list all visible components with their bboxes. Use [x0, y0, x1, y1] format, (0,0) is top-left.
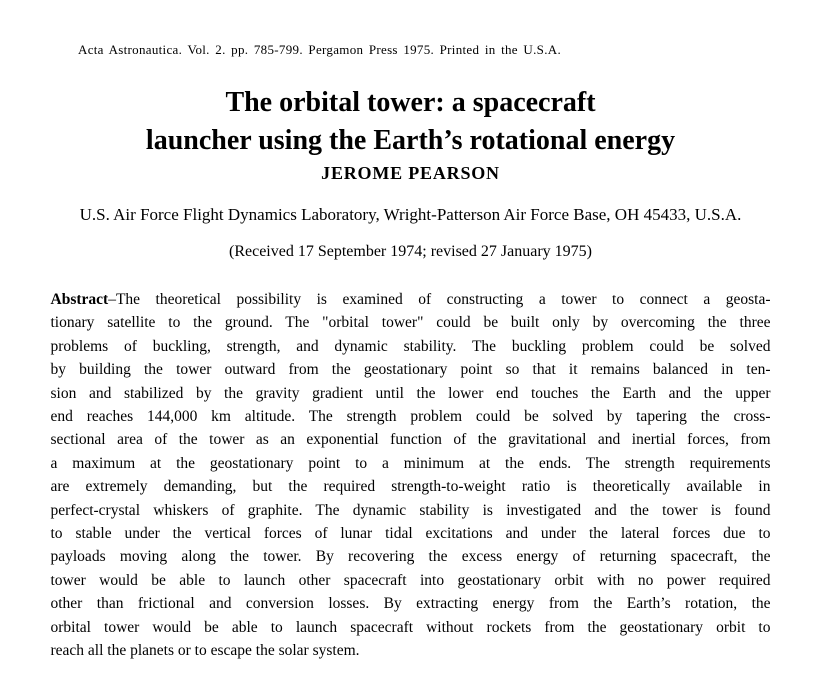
abstract-line: sion and stabilized by the gravity gradient until the lower end touches the Earth and the upper: [50, 384, 771, 402]
abstract-line: reach all the planets or to escape the solar system.: [50, 642, 360, 660]
abstract-line: perfect-crystal whiskers of graphite. The dynamic stability is investigated and the tower is found: [50, 501, 771, 519]
abstract-line: [51, 288, 771, 311]
author-name: JEROME PEARSON: [321, 163, 500, 183]
abstract-line: payloads moving along the tower. By recovering the excess energy of returning spacecraft, the: [50, 548, 771, 566]
abstract-line: end reaches 144,000 km altitude. The strength problem could be solved by tapering the cross-: [50, 408, 771, 426]
paper-title-line-1: The orbital tower: a spacecraft: [225, 87, 596, 118]
paper-title-line-2: launcher using the Earth’s rotational energy: [145, 125, 676, 156]
abstract: [51, 288, 771, 663]
paper-title: [0, 84, 821, 160]
abstract-line: orbital tower would be able to launch spacecraft without rockets from the geostationary orbit to: [50, 618, 771, 636]
abstract-line: are extremely demanding, but the required strength-to-weight ratio is theoretically available in: [50, 478, 771, 496]
author-affiliation: U.S. Air Force Flight Dynamics Laboratory, Wright-Patterson Air Force Base, OH 45433, U.S.A.: [79, 205, 742, 224]
abstract-line: by building the tower outward from the geostationary point so that it remains balanced in ten-: [50, 361, 771, 379]
abstract-line: tionary satellite to the ground. The "orbital tower" could be built only by overcoming the three: [50, 314, 771, 332]
received-dates: (Received 17 September 1974; revised 27 January 1975): [228, 243, 592, 260]
abstract-line: a maximum at the geostationary point to a minimum at the ends. The strength requirements: [50, 454, 771, 472]
abstract-line: tower would be able to launch other spacecraft into geostationary orbit with no power required: [50, 571, 771, 589]
abstract-line: sectional area of the tower as an exponential function of the gravitational and inertial forces, from: [50, 431, 771, 449]
abstract-label: Abstract: [50, 291, 109, 308]
abstract-line: other than frictional and conversion losses. By extracting energy from the Earth’s rotation, the: [50, 595, 771, 613]
abstract-line: problems of buckling, strength, and dynamic stability. The buckling problem could be solved: [50, 337, 771, 355]
abstract-line: to stable under the vertical forces of lunar tidal excitations and under the lateral forces due to: [50, 525, 771, 543]
journal-citation-line: Acta Astronautica. Vol. 2. pp. 785-799. Pergamon Press 1975. Printed in the U.S.A.: [78, 42, 561, 57]
abstract-dash: –: [108, 291, 116, 308]
abstract-line-text: The theoretical possibility is examined of constructing a tower to connect a geosta-: [115, 291, 771, 308]
